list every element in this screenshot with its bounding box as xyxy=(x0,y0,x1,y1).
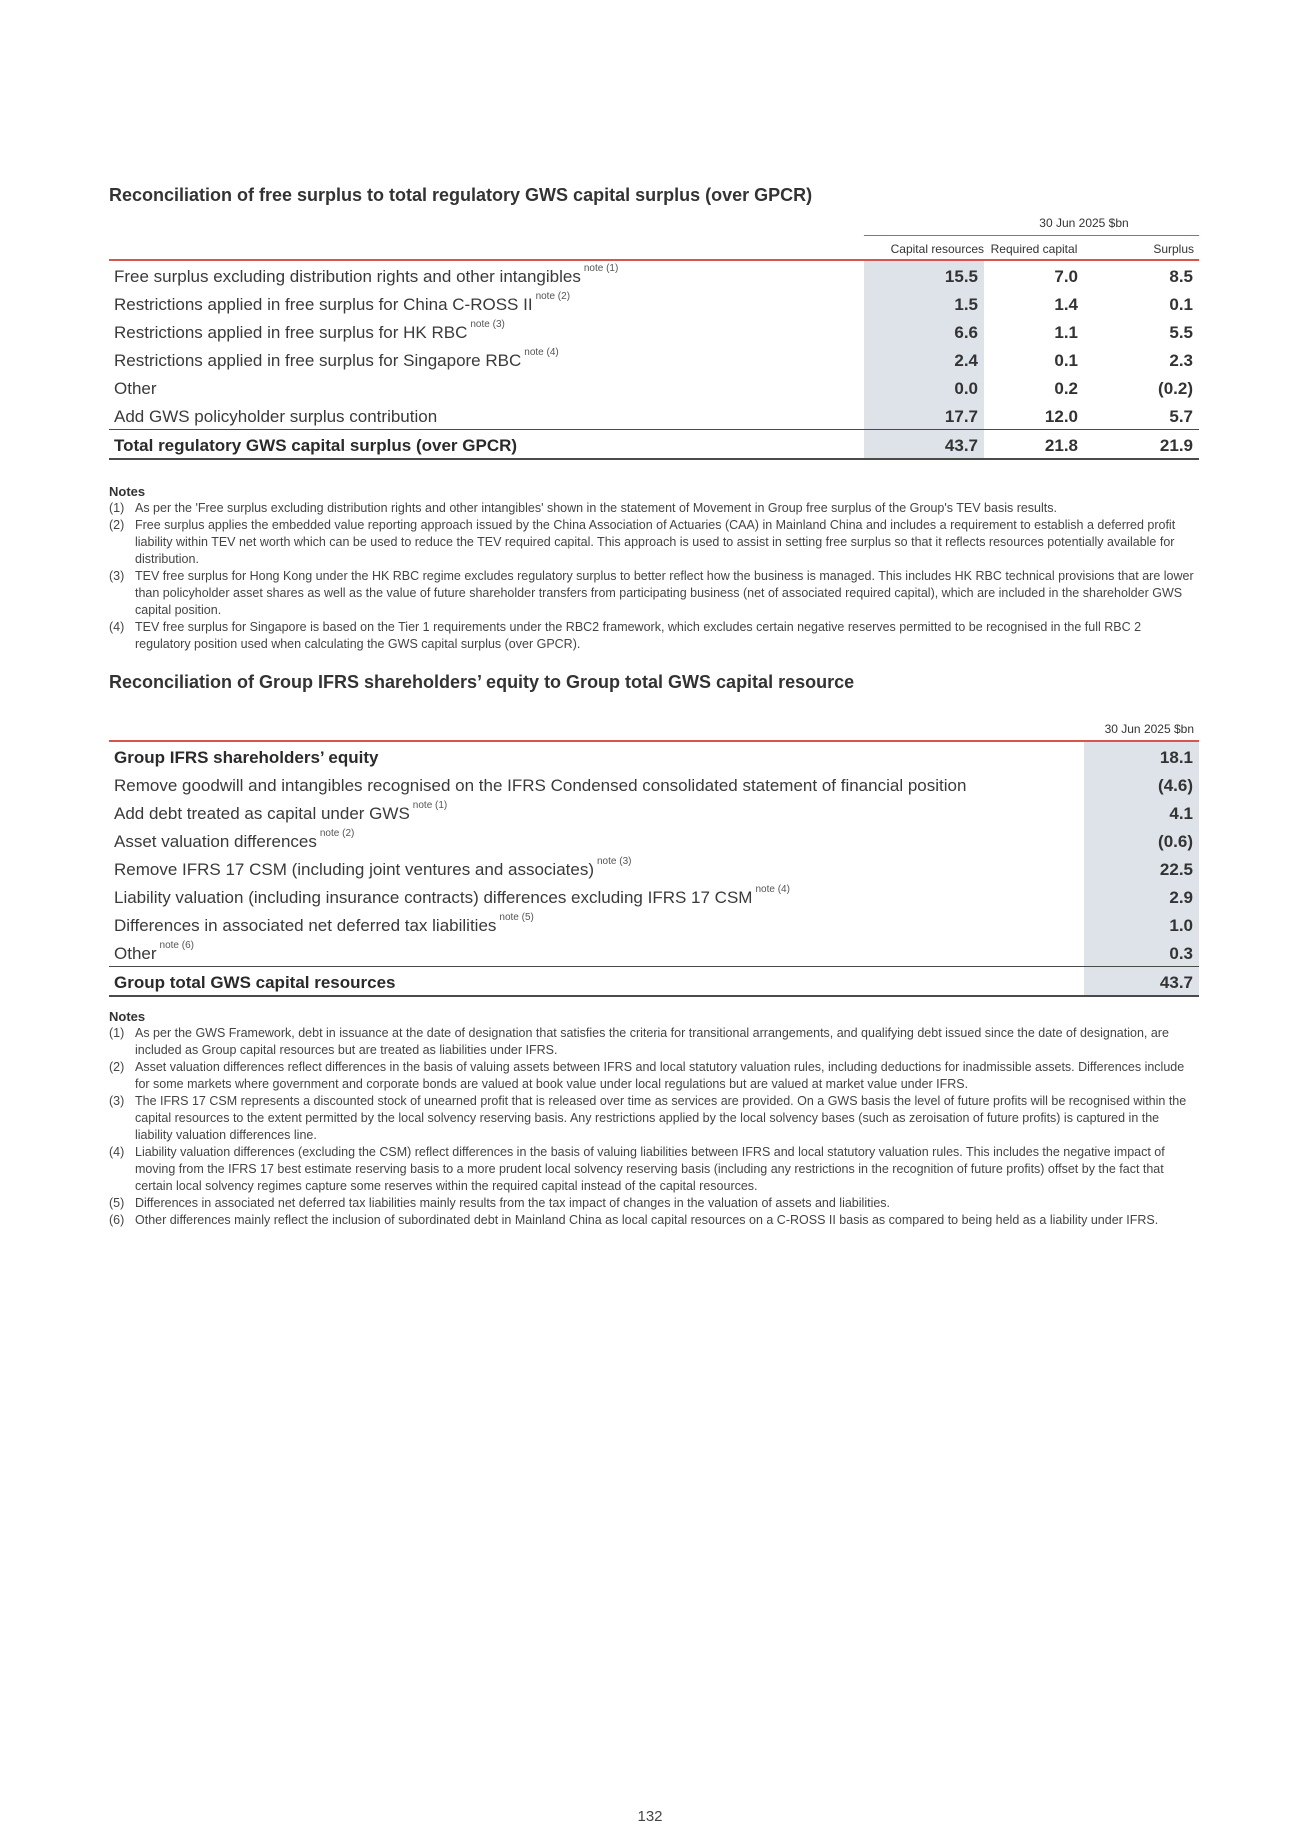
row-value: (4.6) xyxy=(1084,770,1199,798)
table-row xyxy=(109,826,1199,854)
table-total-row xyxy=(109,967,1199,995)
surplus-value: 0.1 xyxy=(1169,295,1193,314)
total-label: Total regulatory GWS capital surplus (over GPCR) xyxy=(114,436,518,455)
page-number: 132 xyxy=(637,1808,663,1825)
table-row xyxy=(109,854,1199,882)
required-value: 21.8 xyxy=(1044,436,1078,455)
table-row xyxy=(109,317,1199,345)
note-ref: note (2) xyxy=(535,291,571,302)
row-value: 4.1 xyxy=(1084,798,1199,826)
capital-value: 17.7 xyxy=(864,401,984,429)
table-row xyxy=(109,770,1199,798)
note-item: (5) Differences in associated net deferred tax liabilities mainly results from the tax impact of changes in the valuation of assets and liabilities. xyxy=(109,1196,891,1210)
notes-title: Notes xyxy=(109,484,146,499)
capital-value: 43.7 xyxy=(864,430,984,458)
capital-value: 6.6 xyxy=(864,317,984,345)
row-label: Other xyxy=(114,379,157,398)
note-item: (2) Asset valuation differences reflect differences in the basis of valuing assets between IFRS and local statutory valuation rules, including deductions for inadmissible assets. Differences include for some markets where government and corporate bonds are valued at book value under local regulations but are valued at market value under IFRS. xyxy=(109,1060,1185,1091)
note-ref: note (3) xyxy=(597,856,632,867)
required-value: 0.1 xyxy=(1054,351,1078,370)
note-item: (4) TEV free surplus for Singapore is based on the Tier 1 requirements under the RBC2 framework, which excludes certain negative reserves permitted to be recognised in the full RBC 2 regulatory position used when calculating the GWS capital surplus (over GPCR). xyxy=(109,620,1142,651)
note-ref: note (1) xyxy=(583,263,619,274)
table-row xyxy=(109,401,1199,429)
note-item: (1) As per the GWS Framework, debt in issuance at the date of designation that satisfies the criteria for transitional arrangements, and qualifying debt issued since the date of designation, are included as Group capital resources but are treated as liabilities under IFRS. xyxy=(109,1026,1169,1057)
row-label: Group IFRS shareholders’ equity xyxy=(114,748,379,767)
table1-period: 30 Jun 2025 $bn xyxy=(1039,216,1129,230)
table-row xyxy=(109,910,1199,938)
note-ref: note (5) xyxy=(499,912,534,923)
row-label: Restrictions applied in free surplus for China C-ROSS II xyxy=(114,295,533,314)
table1 xyxy=(109,261,1199,458)
note-ref: note (4) xyxy=(524,347,559,358)
surplus-value: 2.3 xyxy=(1169,351,1193,370)
row-label: Liability valuation (including insurance contracts) differences excluding IFRS 17 CSM xyxy=(114,888,753,907)
table-row xyxy=(109,373,1199,401)
required-value: 12.0 xyxy=(1044,407,1078,426)
table1-col-required: Required capital xyxy=(990,242,1078,256)
row-label: Other xyxy=(114,944,157,963)
row-value: 18.1 xyxy=(1084,742,1199,770)
table2-period: 30 Jun 2025 $bn xyxy=(1104,722,1194,736)
row-label: Add debt treated as capital under GWS xyxy=(114,804,410,823)
table-row xyxy=(109,345,1199,373)
surplus-value: 8.5 xyxy=(1169,267,1193,286)
row-value: 43.7 xyxy=(1084,967,1199,995)
surplus-value: 5.5 xyxy=(1169,323,1193,342)
note-item: (2) Free surplus applies the embedded value reporting approach issued by the China Association of Actuaries (CAA) in Mainland China and includes a requirement to establish a deferred profit liability within TEV net worth which can be used to reduce the TEV required capital. This approach is used to assist in setting free surplus so that it reflects resources potentially available for distribution. xyxy=(109,518,1176,566)
surplus-value: (0.2) xyxy=(1158,379,1193,398)
table2-title: Reconciliation of Group IFRS shareholders’ equity to Group total GWS capital resource xyxy=(109,672,855,692)
capital-value: 2.4 xyxy=(864,345,984,373)
note-ref: note (6) xyxy=(159,940,194,951)
row-value: 1.0 xyxy=(1084,910,1199,938)
row-label: Restrictions applied in free surplus for Singapore RBC xyxy=(114,351,522,370)
note-item: (6) Other differences mainly reflect the inclusion of subordinated debt in Mainland China as local capital resources on a C-ROSS II basis as compared to being held as a liability under IFRS. xyxy=(109,1213,1159,1227)
notes-section-1 xyxy=(109,483,1199,653)
surplus-value: 5.7 xyxy=(1169,407,1193,426)
row-label: Remove IFRS 17 CSM (including joint ventures and associates) xyxy=(114,860,594,879)
surplus-value: 21.9 xyxy=(1159,436,1193,455)
required-value: 1.1 xyxy=(1054,323,1078,342)
note-ref: note (4) xyxy=(755,884,790,895)
table1-col-surplus: Surplus xyxy=(1153,242,1194,256)
row-label: Add GWS policyholder surplus contribution xyxy=(114,407,438,426)
capital-value: 0.0 xyxy=(864,373,984,401)
row-label: Remove goodwill and intangibles recognised on the IFRS Condensed consolidated statement of financial position xyxy=(114,776,967,795)
table-row xyxy=(109,798,1199,826)
required-value: 7.0 xyxy=(1054,267,1078,286)
note-item: (3) TEV free surplus for Hong Kong under the HK RBC regime excludes regulatory surplus to better reflect how the business is managed. This includes HK RBC technical provisions that are lower than policyholder asset shares as well as the value of future shareholder transfers from participating business (net of associated required capital), which are included in the shareholder GWS capital position. xyxy=(109,569,1194,617)
capital-value: 15.5 xyxy=(864,261,984,289)
row-value: 0.3 xyxy=(1084,938,1199,966)
table1-period-rule xyxy=(864,235,1199,236)
table2 xyxy=(109,742,1199,995)
notes-section-2 xyxy=(109,1008,1199,1229)
row-label: Free surplus excluding distribution rights and other intangibles xyxy=(114,267,581,286)
table-row xyxy=(109,289,1199,317)
note-item: (1) As per the 'Free surplus excluding distribution rights and other intangibles' shown in the statement of Movement in Group free surplus of the Group's TEV basis results. xyxy=(109,501,1057,515)
note-item: (3) The IFRS 17 CSM represents a discounted stock of unearned profit that is released over time as services are provided. On a GWS basis the level of future profits will be recognised within the capital resources to the extent permitted by the local solvency reserving basis. Any restrictions applied by the local solvency bases (such as zeroisation of future profits) is captured in the liability valuation differences line. xyxy=(109,1094,1187,1142)
table-row xyxy=(109,742,1199,770)
table-row xyxy=(109,882,1199,910)
row-label: Asset valuation differences xyxy=(114,832,317,851)
row-label: Restrictions applied in free surplus for HK RBC xyxy=(114,323,468,342)
table2-total-rule-bottom xyxy=(109,995,1199,997)
required-value: 0.2 xyxy=(1054,379,1078,398)
table1-total-rule-bottom xyxy=(109,458,1199,460)
note-item: (4) Liability valuation differences (excluding the CSM) reflect differences in the basis of valuing liabilities between IFRS and local statutory valuation rules. This includes the negative impact of moving from the IFRS 17 best estimate reserving basis to a more prudent local solvency reserving basis (including any restrictions in the recognition of future profits) offset by the fact that certain local solvency regimes capture some reserves within the required capital instead of the capital resources. xyxy=(109,1145,1165,1193)
total-label: Group total GWS capital resources xyxy=(114,973,396,992)
required-value: 1.4 xyxy=(1054,295,1078,314)
note-ref: note (2) xyxy=(319,828,355,839)
notes-title: Notes xyxy=(109,1009,146,1024)
capital-value: 1.5 xyxy=(864,289,984,317)
note-ref: note (1) xyxy=(412,800,448,811)
table1-title: Reconciliation of free surplus to total regulatory GWS capital surplus (over GPCR) xyxy=(109,185,813,205)
table-row xyxy=(109,938,1199,966)
row-value: (0.6) xyxy=(1084,826,1199,854)
note-ref: note (3) xyxy=(470,319,505,330)
table-total-row xyxy=(109,430,1199,458)
table1-col-capital: Capital resources xyxy=(890,242,984,256)
row-value: 2.9 xyxy=(1084,882,1199,910)
row-value: 22.5 xyxy=(1084,854,1199,882)
row-label: Differences in associated net deferred tax liabilities xyxy=(114,916,497,935)
table-row xyxy=(109,261,1199,289)
